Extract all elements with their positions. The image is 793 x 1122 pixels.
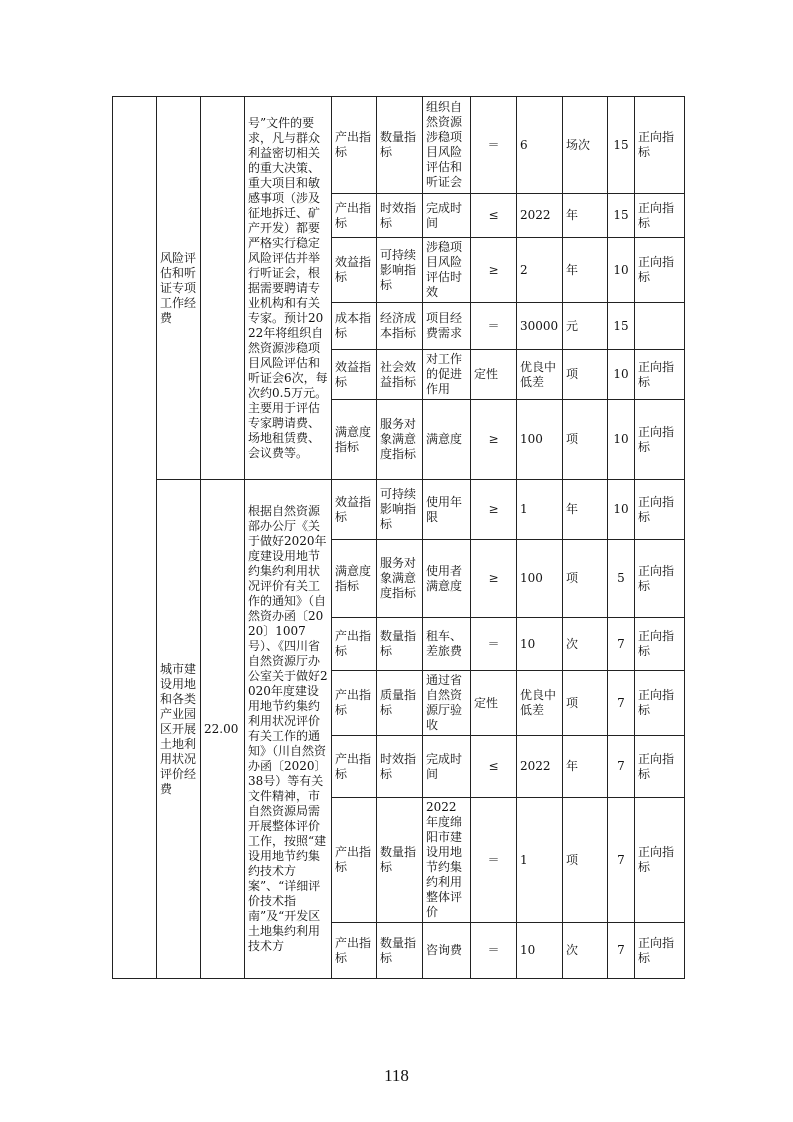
comparison-cell: ＝ <box>471 618 517 671</box>
weight-cell: 10 <box>608 350 635 400</box>
unit-cell: 项 <box>563 350 608 400</box>
indicator-name-cell: 咨询费 <box>423 923 471 979</box>
direction-cell: 正向指标 <box>635 400 685 480</box>
indicator-name-cell: 涉稳项目风险评估时效 <box>423 238 471 303</box>
level2-indicator-cell: 经济成本指标 <box>377 303 423 350</box>
comparison-cell: ≥ <box>471 238 517 303</box>
indicator-name-cell: 使用者满意度 <box>423 540 471 618</box>
blank-column-cell <box>113 97 157 979</box>
comparison-cell: ≤ <box>471 736 517 798</box>
target-value-cell: 优良中低差 <box>517 671 563 736</box>
direction-cell: 正向指标 <box>635 238 685 303</box>
table-row <box>113 97 685 194</box>
level2-indicator-cell: 数量指标 <box>377 798 423 923</box>
unit-cell: 项 <box>563 400 608 480</box>
level2-indicator-cell: 质量指标 <box>377 671 423 736</box>
comparison-cell: ＝ <box>471 798 517 923</box>
level1-indicator-cell: 产出指标 <box>332 923 377 979</box>
level1-indicator-cell: 产出指标 <box>332 736 377 798</box>
level2-indicator-cell: 数量指标 <box>377 97 423 194</box>
weight-cell: 15 <box>608 97 635 194</box>
level1-indicator-cell: 产出指标 <box>332 798 377 923</box>
level2-indicator-cell: 服务对象满意度指标 <box>377 400 423 480</box>
direction-cell: 正向指标 <box>635 618 685 671</box>
level1-indicator-cell: 产出指标 <box>332 618 377 671</box>
level2-indicator-cell: 数量指标 <box>377 923 423 979</box>
weight-cell: 7 <box>608 798 635 923</box>
project-amount-cell <box>201 97 245 480</box>
indicator-name-cell: 组织自然资源涉稳项目风险评估和听证会 <box>423 97 471 194</box>
page-number: 118 <box>384 1066 409 1085</box>
level2-indicator-cell: 时效指标 <box>377 736 423 798</box>
level1-indicator-cell: 产出指标 <box>332 194 377 238</box>
direction-cell: 正向指标 <box>635 540 685 618</box>
comparison-cell: ＝ <box>471 97 517 194</box>
unit-cell: 年 <box>563 238 608 303</box>
level2-indicator-cell: 服务对象满意度指标 <box>377 540 423 618</box>
target-value-cell: 2022 <box>517 736 563 798</box>
unit-cell: 年 <box>563 194 608 238</box>
unit-cell: 年 <box>563 736 608 798</box>
level1-indicator-cell: 满意度指标 <box>332 540 377 618</box>
direction-cell: 正向指标 <box>635 671 685 736</box>
comparison-cell: 定性 <box>471 350 517 400</box>
level2-indicator-cell: 可持续影响指标 <box>377 238 423 303</box>
level1-indicator-cell: 成本指标 <box>332 303 377 350</box>
comparison-cell: ≤ <box>471 194 517 238</box>
weight-cell: 7 <box>608 923 635 979</box>
indicator-name-cell: 2022年度绵阳市建设用地节约集约利用整体评价 <box>423 798 471 923</box>
level1-indicator-cell: 产出指标 <box>332 97 377 194</box>
weight-cell: 7 <box>608 736 635 798</box>
weight-cell: 10 <box>608 480 635 540</box>
indicator-name-cell: 完成时间 <box>423 736 471 798</box>
indicator-name-cell: 项目经费需求 <box>423 303 471 350</box>
direction-cell: 正向指标 <box>635 480 685 540</box>
project-name-cell: 风险评估和听证专项工作经费 <box>157 97 201 480</box>
project-description-cell: 根据自然资源部办公厅《关于做好2020年度建设用地节约集约利用状况评价有关工作的通知》（自然资办函〔2020〕1007号）、《四川省自然资源厅办公室关于做好2020年度建设用地节约集约利用状况评价有关工作的通知》（川自然资办函〔2020〕38号）等有关文件精神，市自然资源局需开展整体评价工作，按照“建设用地节约集约技术方案”、“详细评价技术指南”及“开发区土地集约利用技术方 <box>245 480 332 979</box>
direction-cell <box>635 303 685 350</box>
unit-cell: 项 <box>563 798 608 923</box>
direction-cell: 正向指标 <box>635 350 685 400</box>
unit-cell: 项 <box>563 540 608 618</box>
indicator-name-cell: 使用年限 <box>423 480 471 540</box>
target-value-cell: 2022 <box>517 194 563 238</box>
target-value-cell: 10 <box>517 923 563 979</box>
weight-cell: 10 <box>608 400 635 480</box>
unit-cell: 场次 <box>563 97 608 194</box>
indicator-name-cell: 对工作的促进作用 <box>423 350 471 400</box>
target-value-cell: 1 <box>517 480 563 540</box>
performance-indicator-table <box>112 96 685 979</box>
project-name-cell: 城市建设用地和各类产业园区开展土地利用状况评价经费 <box>157 480 201 979</box>
weight-cell: 5 <box>608 540 635 618</box>
weight-cell: 15 <box>608 194 635 238</box>
indicator-name-cell: 租车、差旅费 <box>423 618 471 671</box>
unit-cell: 次 <box>563 618 608 671</box>
indicator-name-cell: 满意度 <box>423 400 471 480</box>
level2-indicator-cell: 可持续影响指标 <box>377 480 423 540</box>
comparison-cell: ≥ <box>471 400 517 480</box>
weight-cell: 7 <box>608 671 635 736</box>
weight-cell: 10 <box>608 238 635 303</box>
direction-cell: 正向指标 <box>635 798 685 923</box>
target-value-cell: 6 <box>517 97 563 194</box>
comparison-cell: ≥ <box>471 540 517 618</box>
level2-indicator-cell: 时效指标 <box>377 194 423 238</box>
level1-indicator-cell: 效益指标 <box>332 480 377 540</box>
direction-cell: 正向指标 <box>635 97 685 194</box>
unit-cell: 次 <box>563 923 608 979</box>
comparison-cell: ＝ <box>471 923 517 979</box>
target-value-cell: 100 <box>517 400 563 480</box>
unit-cell: 项 <box>563 671 608 736</box>
target-value-cell: 10 <box>517 618 563 671</box>
comparison-cell: ＝ <box>471 303 517 350</box>
direction-cell: 正向指标 <box>635 736 685 798</box>
indicator-name-cell: 完成时间 <box>423 194 471 238</box>
direction-cell: 正向指标 <box>635 194 685 238</box>
project-amount-cell: 22.00 <box>201 480 245 979</box>
target-value-cell: 30000 <box>517 303 563 350</box>
level1-indicator-cell: 产出指标 <box>332 671 377 736</box>
weight-cell: 15 <box>608 303 635 350</box>
direction-cell: 正向指标 <box>635 923 685 979</box>
level1-indicator-cell: 效益指标 <box>332 238 377 303</box>
comparison-cell: ≥ <box>471 480 517 540</box>
project-description-cell: 号”文件的要求，凡与群众利益密切相关的重大决策、重大项目和敏感事项（涉及征地拆迁、矿产开发）都要严格实行稳定风险评估并举行听证会，根据需要聘请专业机构和有关专家。预计2022年将组织自然资源涉稳项目风险评估和听证会6次，每次约0.5万元。主要用于评估专家聘请费、场地租赁费、会议费等。 <box>245 97 332 480</box>
target-value-cell: 优良中低差 <box>517 350 563 400</box>
level1-indicator-cell: 满意度指标 <box>332 400 377 480</box>
level2-indicator-cell: 数量指标 <box>377 618 423 671</box>
weight-cell: 7 <box>608 618 635 671</box>
indicator-name-cell: 通过省自然资源厅验收 <box>423 671 471 736</box>
unit-cell: 年 <box>563 480 608 540</box>
level1-indicator-cell: 效益指标 <box>332 350 377 400</box>
target-value-cell: 100 <box>517 540 563 618</box>
unit-cell: 元 <box>563 303 608 350</box>
table-row <box>113 480 685 540</box>
comparison-cell: 定性 <box>471 671 517 736</box>
level2-indicator-cell: 社会效益指标 <box>377 350 423 400</box>
target-value-cell: 1 <box>517 798 563 923</box>
target-value-cell: 2 <box>517 238 563 303</box>
